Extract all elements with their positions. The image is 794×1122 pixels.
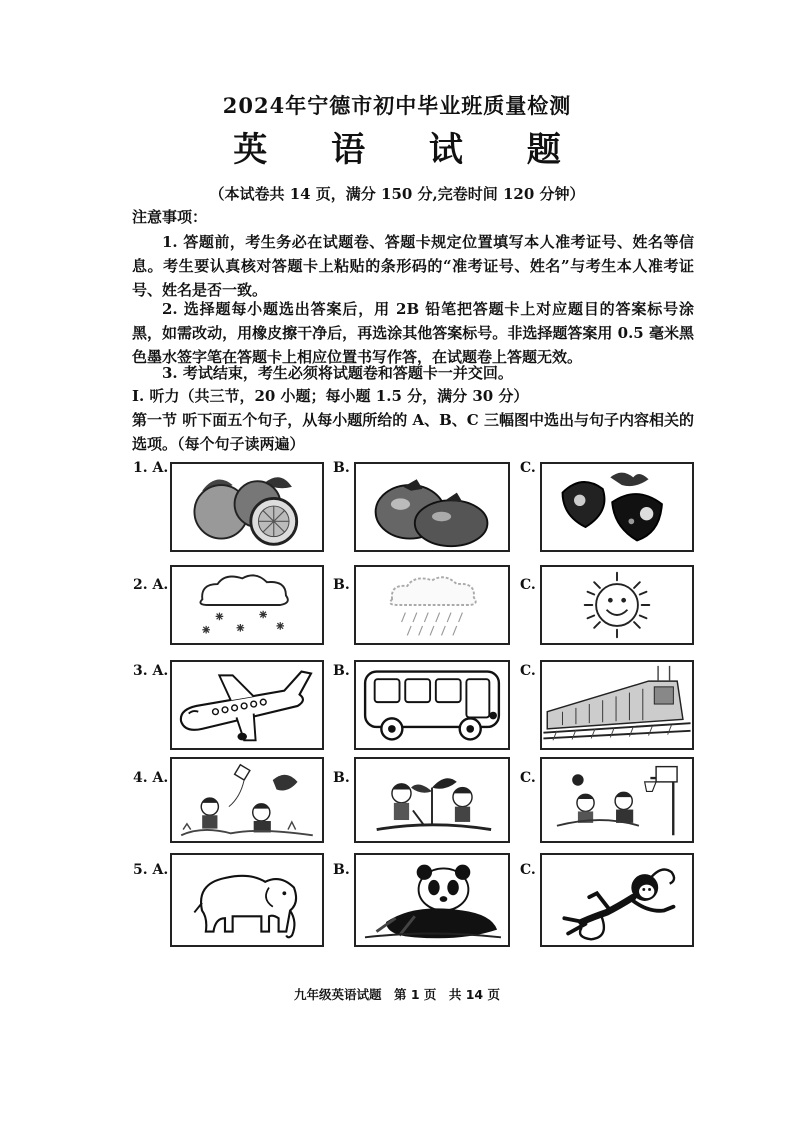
notes-heading: 注意事项： — [132, 208, 208, 226]
option-letter: A. — [152, 770, 169, 786]
kids-planting-tree-icon[interactable] — [354, 757, 510, 843]
question-4-option-c-label: C. — [520, 770, 536, 786]
section-heading: Ⅰ. 听力（共三节，20 小题；每小题 1.5 分，满分 30 分） — [132, 387, 529, 405]
note-item-3: 3. 考试结束，考生必须将试题卷和答题卡一并交回。 — [162, 364, 513, 382]
persimmons-icon[interactable] — [354, 462, 510, 552]
page-footer: 九年级英语试题 第 1 页 共 14 页 — [293, 987, 500, 1002]
train-icon[interactable] — [540, 660, 694, 750]
monkey-icon[interactable] — [540, 853, 694, 947]
note-item-2: 2. 选择题每小题选出答案后，用 2B 铅笔把答题卡上对应题目的答案标号涂黑，如需改动，用橡皮擦干净后，再选涂其他答案标号。非选择题答案用 0.5 毫米黑色墨水签字笔在答题卡上相应位置书写作答，在试题卷上答题无效。 — [132, 300, 694, 366]
question-number: 3. — [133, 663, 148, 679]
oranges-icon[interactable] — [170, 462, 324, 552]
question-1-option-c-label: C. — [520, 460, 536, 476]
exam-title: 2024年宁德市初中毕业班质量检测 — [222, 93, 572, 118]
option-letter: A. — [152, 862, 169, 878]
question-number: 5. — [133, 862, 148, 878]
rain-cloud-icon[interactable] — [354, 565, 510, 645]
question-3-label — [133, 663, 168, 679]
kids-playing-basketball-icon[interactable] — [540, 757, 694, 843]
question-number: 2. — [133, 577, 148, 593]
sun-icon[interactable] — [540, 565, 694, 645]
question-2-label — [133, 577, 168, 593]
question-3-option-c-label: C. — [520, 663, 536, 679]
question-5-label — [133, 862, 168, 878]
question-1-option-b-label: B. — [333, 460, 350, 476]
question-number: 4. — [133, 770, 148, 786]
section-instruction: 第一节 听下面五个句子，从每小题所给的 A、B、C 三幅图中选出与句子内容相关的选项。（每个句子读两遍） — [132, 411, 694, 453]
exam-meta: （本试卷共 14 页，满分 150 分,完卷时间 120 分钟） — [209, 185, 585, 203]
question-2-option-b-label: B. — [333, 577, 350, 593]
kids-flying-kite-icon[interactable] — [170, 757, 324, 843]
subject-title: 英 语 试 题 — [233, 130, 587, 170]
question-2-option-c-label: C. — [520, 577, 536, 593]
panda-icon[interactable] — [354, 853, 510, 947]
question-4-label — [133, 770, 168, 786]
strawberries-icon[interactable] — [540, 462, 694, 552]
question-number: 1. — [133, 460, 148, 476]
note-item-1: 1. 答题前，考生务必在试题卷、答题卡规定位置填写本人准考证号、姓名等信息。考生要认真核对答题卡上粘贴的条形码的“准考证号、姓名”与考生本人准考证号、姓名是否一致。 — [132, 233, 694, 299]
option-letter: A. — [152, 663, 169, 679]
option-letter: A. — [152, 577, 169, 593]
bus-icon[interactable] — [354, 660, 510, 750]
option-letter: A. — [152, 460, 169, 476]
question-5-option-b-label: B. — [333, 862, 350, 878]
elephant-icon[interactable] — [170, 853, 324, 947]
question-3-option-b-label: B. — [333, 663, 350, 679]
question-5-option-c-label: C. — [520, 862, 536, 878]
question-4-option-b-label: B. — [333, 770, 350, 786]
question-1-label — [133, 460, 168, 476]
snow-cloud-icon[interactable] — [170, 565, 324, 645]
airplane-icon[interactable] — [170, 660, 324, 750]
